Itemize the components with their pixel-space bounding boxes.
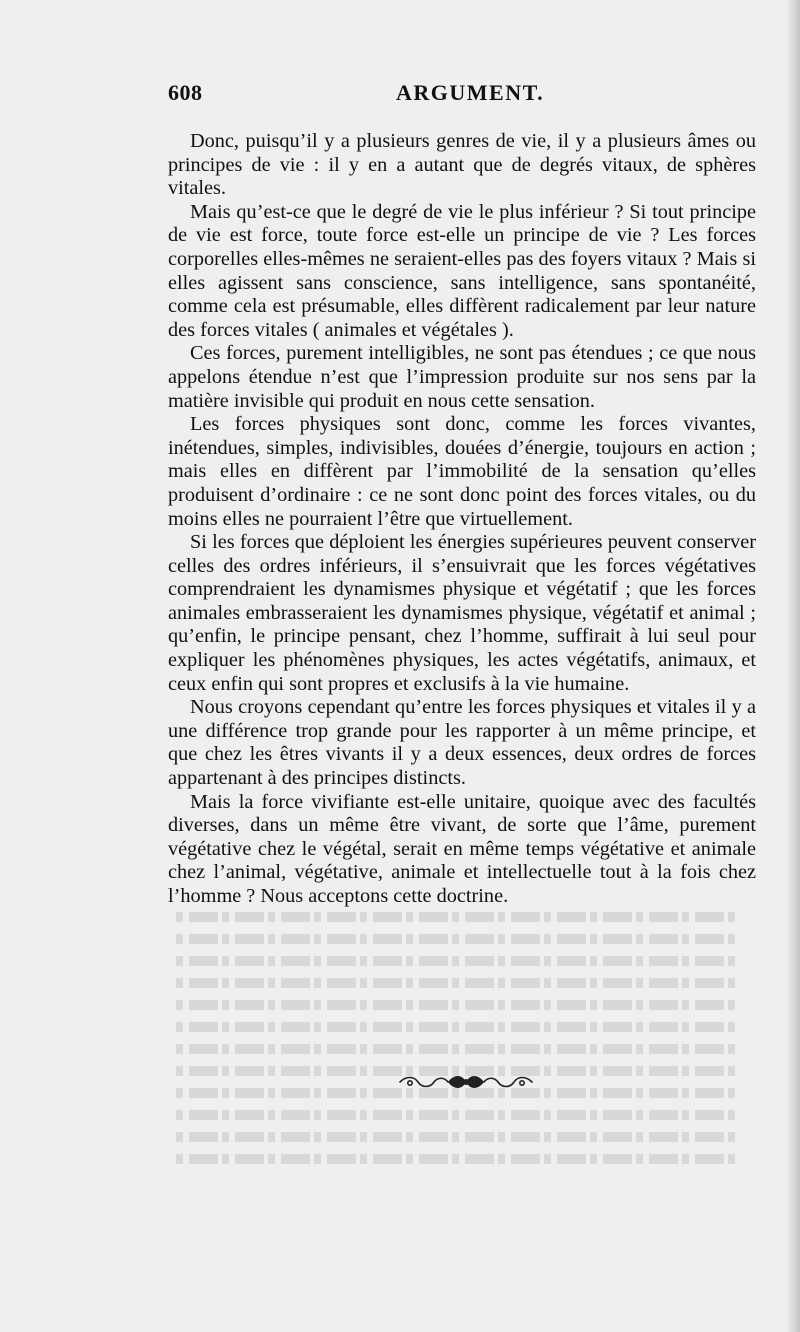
page-number: 608 [168, 80, 203, 105]
body-text [168, 130, 756, 909]
paragraph: Les forces physiques sont donc, comme les forces vivantes, inétendues, simples, indivisibles, douées d’énergie, toujours en action ; mais elles en diffèrent par l’immobilité de la sensation qu’elles produisent d’ordinaire : ce ne sont donc point des forces vitales, ou du moins elles ne pourraient l’être que virtuellement. [168, 413, 756, 530]
decorative-flourish-icon [396, 1070, 536, 1094]
running-title: ARGUMENT. [396, 80, 545, 105]
paragraph: Donc, puisqu’il y a plusieurs genres de vie, il y a plusieurs âmes ou principes de vie : il y en a autant que de degrés vitaux, de sphères vitales. [168, 130, 756, 200]
paragraph: Si les forces que déploient les énergies supérieures peuvent conserver celles des ordres inférieurs, il s’ensuivrait que les forces végétatives comprendraient les dynamismes physique et végétatif ; que les forces animales embrasseraient les dynamismes physique, végétatif et animal ; qu’enfin, le principe pensant, chez l’homme, suffirait à lui seul pour expliquer les phénomènes physiques, les actes végétatifs, animaux, et ceux enfin qui sont propres et exclusifs à la vie humaine. [168, 531, 756, 695]
paragraph: Mais la force vivifiante est-elle unitaire, quoique avec des facultés diverses, dans un même être vivant, de sorte que l’âme, purement végétative chez le végétal, serait en même temps végétative et animale chez l’animal, végétative, animale et intellectuelle tout à la fois chez l’homme ? Nous acceptons cette doctrine. [168, 790, 756, 907]
paragraph: Mais qu’est-ce que le degré de vie le plus inférieur ? Si tout principe de vie est force, toute force est-elle un principe de vie ? Les forces corporelles elles-mêmes ne seraient-elles pas des foyers vitaux ? Mais si elles agissent sans conscience, sans intelligence, sans spontanéité, comme cela est présumable, elles diffèrent radicalement par leur nature des forces vitales ( animales et végétales ). [168, 200, 756, 341]
paragraph: Nous croyons cependant qu’entre les forces physiques et vitales il y a une différence trop grande pour les rapporter à un même principe, et que chez les êtres vivants il y a deux essences, deux ordres de forces appartenant à des principes distincts. [168, 696, 756, 790]
page-edge-shadow [786, 0, 800, 1332]
paragraph: Ces forces, purement intelligibles, ne sont pas étendues ; ce que nous appelons étendue n’est que l’impression produite sur nos sens par la matière invisible qui produit en nous cette sensation. [168, 342, 756, 412]
page-header [168, 80, 758, 110]
